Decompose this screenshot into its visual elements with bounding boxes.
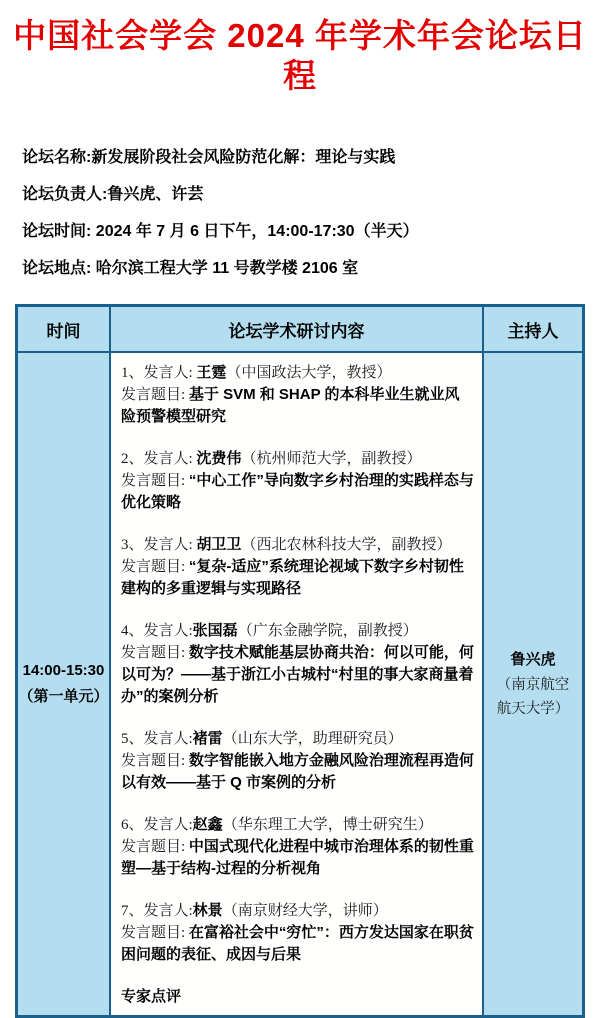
speaker-line [121, 362, 474, 384]
speaker-name: 褚雷 [192, 730, 223, 748]
speaker-label: 1、发言人: [121, 365, 197, 382]
speaker-affiliation: （华东理工大学，博士研究生） [222, 817, 433, 834]
page-title: 中国社会学会 2024 年学术年会论坛日程 [13, 17, 587, 94]
title-label: 发言题目: [121, 559, 189, 576]
title-line [121, 470, 474, 514]
title-line [121, 922, 474, 966]
forum-location-line [22, 250, 600, 287]
header-host: 主持人 [484, 307, 582, 353]
schedule-table [15, 304, 585, 1018]
speaker-entry-7 [121, 900, 474, 966]
speaker-line [121, 448, 474, 470]
speaker-name: 沈费伟 [196, 450, 242, 468]
talk-title: 在富裕社会中“穷忙”：西方发达国家在职贫困问题的表征、成因与后果 [121, 924, 474, 964]
speaker-name: 赵鑫 [192, 816, 223, 834]
forum-time-line [22, 213, 600, 250]
host-affiliation [497, 673, 570, 721]
speaker-line [121, 814, 474, 836]
speaker-entry-5 [121, 728, 474, 794]
speaker-affiliation: （南京财经大学，讲师） [222, 903, 388, 920]
table-header-row [18, 307, 582, 353]
talk-title: 数字智能嵌入地方金融风险治理流程再造何以有效——基于 Q 市案例的分析 [121, 752, 474, 792]
title-line [121, 642, 474, 708]
forum-location-value: 哈尔滨工程大学 11 号教学楼 2106 室 [91, 260, 359, 278]
forum-name-label: 论坛名称: [22, 149, 92, 167]
speaker-label: 2、发言人: [121, 451, 197, 468]
speaker-label: 5、发言人: [121, 731, 193, 748]
title-line [121, 556, 474, 600]
speaker-line [121, 534, 474, 556]
speaker-name: 王霆 [196, 364, 227, 382]
talk-title: 基于 SVM 和 SHAP 的本科毕业生就业风险预警模型研究 [121, 386, 460, 426]
forum-time-value: 2024 年 7 月 6 日下午，14:00-17:30（半天） [91, 223, 419, 241]
speaker-label: 6、发言人: [121, 817, 193, 834]
time-range: 14:00-15:30 [22, 662, 105, 680]
title-label: 发言题目: [121, 645, 189, 662]
speaker-name: 张国磊 [192, 622, 238, 640]
title-line [121, 836, 474, 880]
speaker-affiliation: （广东金融学院，副教授） [237, 623, 418, 640]
host-name: 鲁兴虎 [510, 651, 556, 669]
forum-time-label: 论坛时间: [22, 223, 92, 241]
speaker-line [121, 900, 474, 922]
time-cell [18, 353, 111, 1015]
title-label: 发言题目: [121, 473, 189, 490]
host-affiliation-line2: 航天大学） [496, 701, 570, 718]
forum-info-block [22, 139, 600, 287]
forum-name-value: 新发展阶段社会风险防范化解：理论与实践 [91, 149, 396, 167]
speaker-label: 7、发言人: [121, 903, 193, 920]
talk-title: “中心工作”导向数字乡村治理的实践样态与优化策略 [121, 472, 474, 512]
expert-comment-note: 专家点评 [121, 988, 182, 1006]
forum-leader-label: 论坛负责人: [22, 186, 108, 204]
title-label: 发言题目: [121, 753, 189, 770]
speaker-entry-3 [121, 534, 474, 600]
title-line [121, 384, 474, 428]
host-cell [484, 353, 582, 1015]
speaker-affiliation: （山东大学，助理研究员） [222, 731, 403, 748]
talk-title: “复杂-适应”系统理论视域下数字乡村韧性建构的多重逻辑与实现路径 [121, 558, 464, 598]
speaker-affiliation: （西北农林科技大学，副教授） [241, 537, 452, 554]
speaker-label: 4、发言人: [121, 623, 193, 640]
speaker-entry-2 [121, 448, 474, 514]
speaker-line [121, 620, 474, 642]
speaker-label: 3、发言人: [121, 537, 197, 554]
title-label: 发言题目: [121, 387, 189, 404]
speaker-name: 林景 [192, 902, 223, 920]
header-content: 论坛学术研讨内容 [111, 307, 484, 353]
content-cell [111, 353, 484, 1015]
forum-leader-value: 鲁兴虎、许芸 [107, 186, 204, 204]
forum-name-line [22, 139, 600, 176]
speaker-affiliation: （杭州师范大学，副教授） [241, 451, 422, 468]
talk-title: 中国式现代化进程中城市治理体系的韧性重塑—基于结构-过程的分析视角 [121, 838, 474, 878]
speaker-line [121, 728, 474, 750]
speaker-entry-4 [121, 620, 474, 708]
speaker-entry-6 [121, 814, 474, 880]
forum-leader-line [22, 176, 600, 213]
talk-title: 数字技术赋能基层协商共治：何以可能，何以可为？——基于浙江小古城村“村里的事大家商量着办”的案例分析 [121, 644, 474, 706]
forum-location-label: 论坛地点: [22, 260, 92, 278]
speaker-affiliation: （中国政法大学，教授） [226, 365, 392, 382]
table-body-row [18, 353, 582, 1015]
speaker-name: 胡卫卫 [196, 536, 242, 554]
title-label: 发言题目: [121, 839, 189, 856]
speaker-entry-1 [121, 362, 474, 428]
header-time: 时间 [18, 307, 111, 353]
host-affiliation-line1: （南京航空 [496, 677, 570, 694]
time-unit: （第一单元） [18, 688, 109, 706]
title-line [121, 750, 474, 794]
title-label: 发言题目: [121, 925, 189, 942]
